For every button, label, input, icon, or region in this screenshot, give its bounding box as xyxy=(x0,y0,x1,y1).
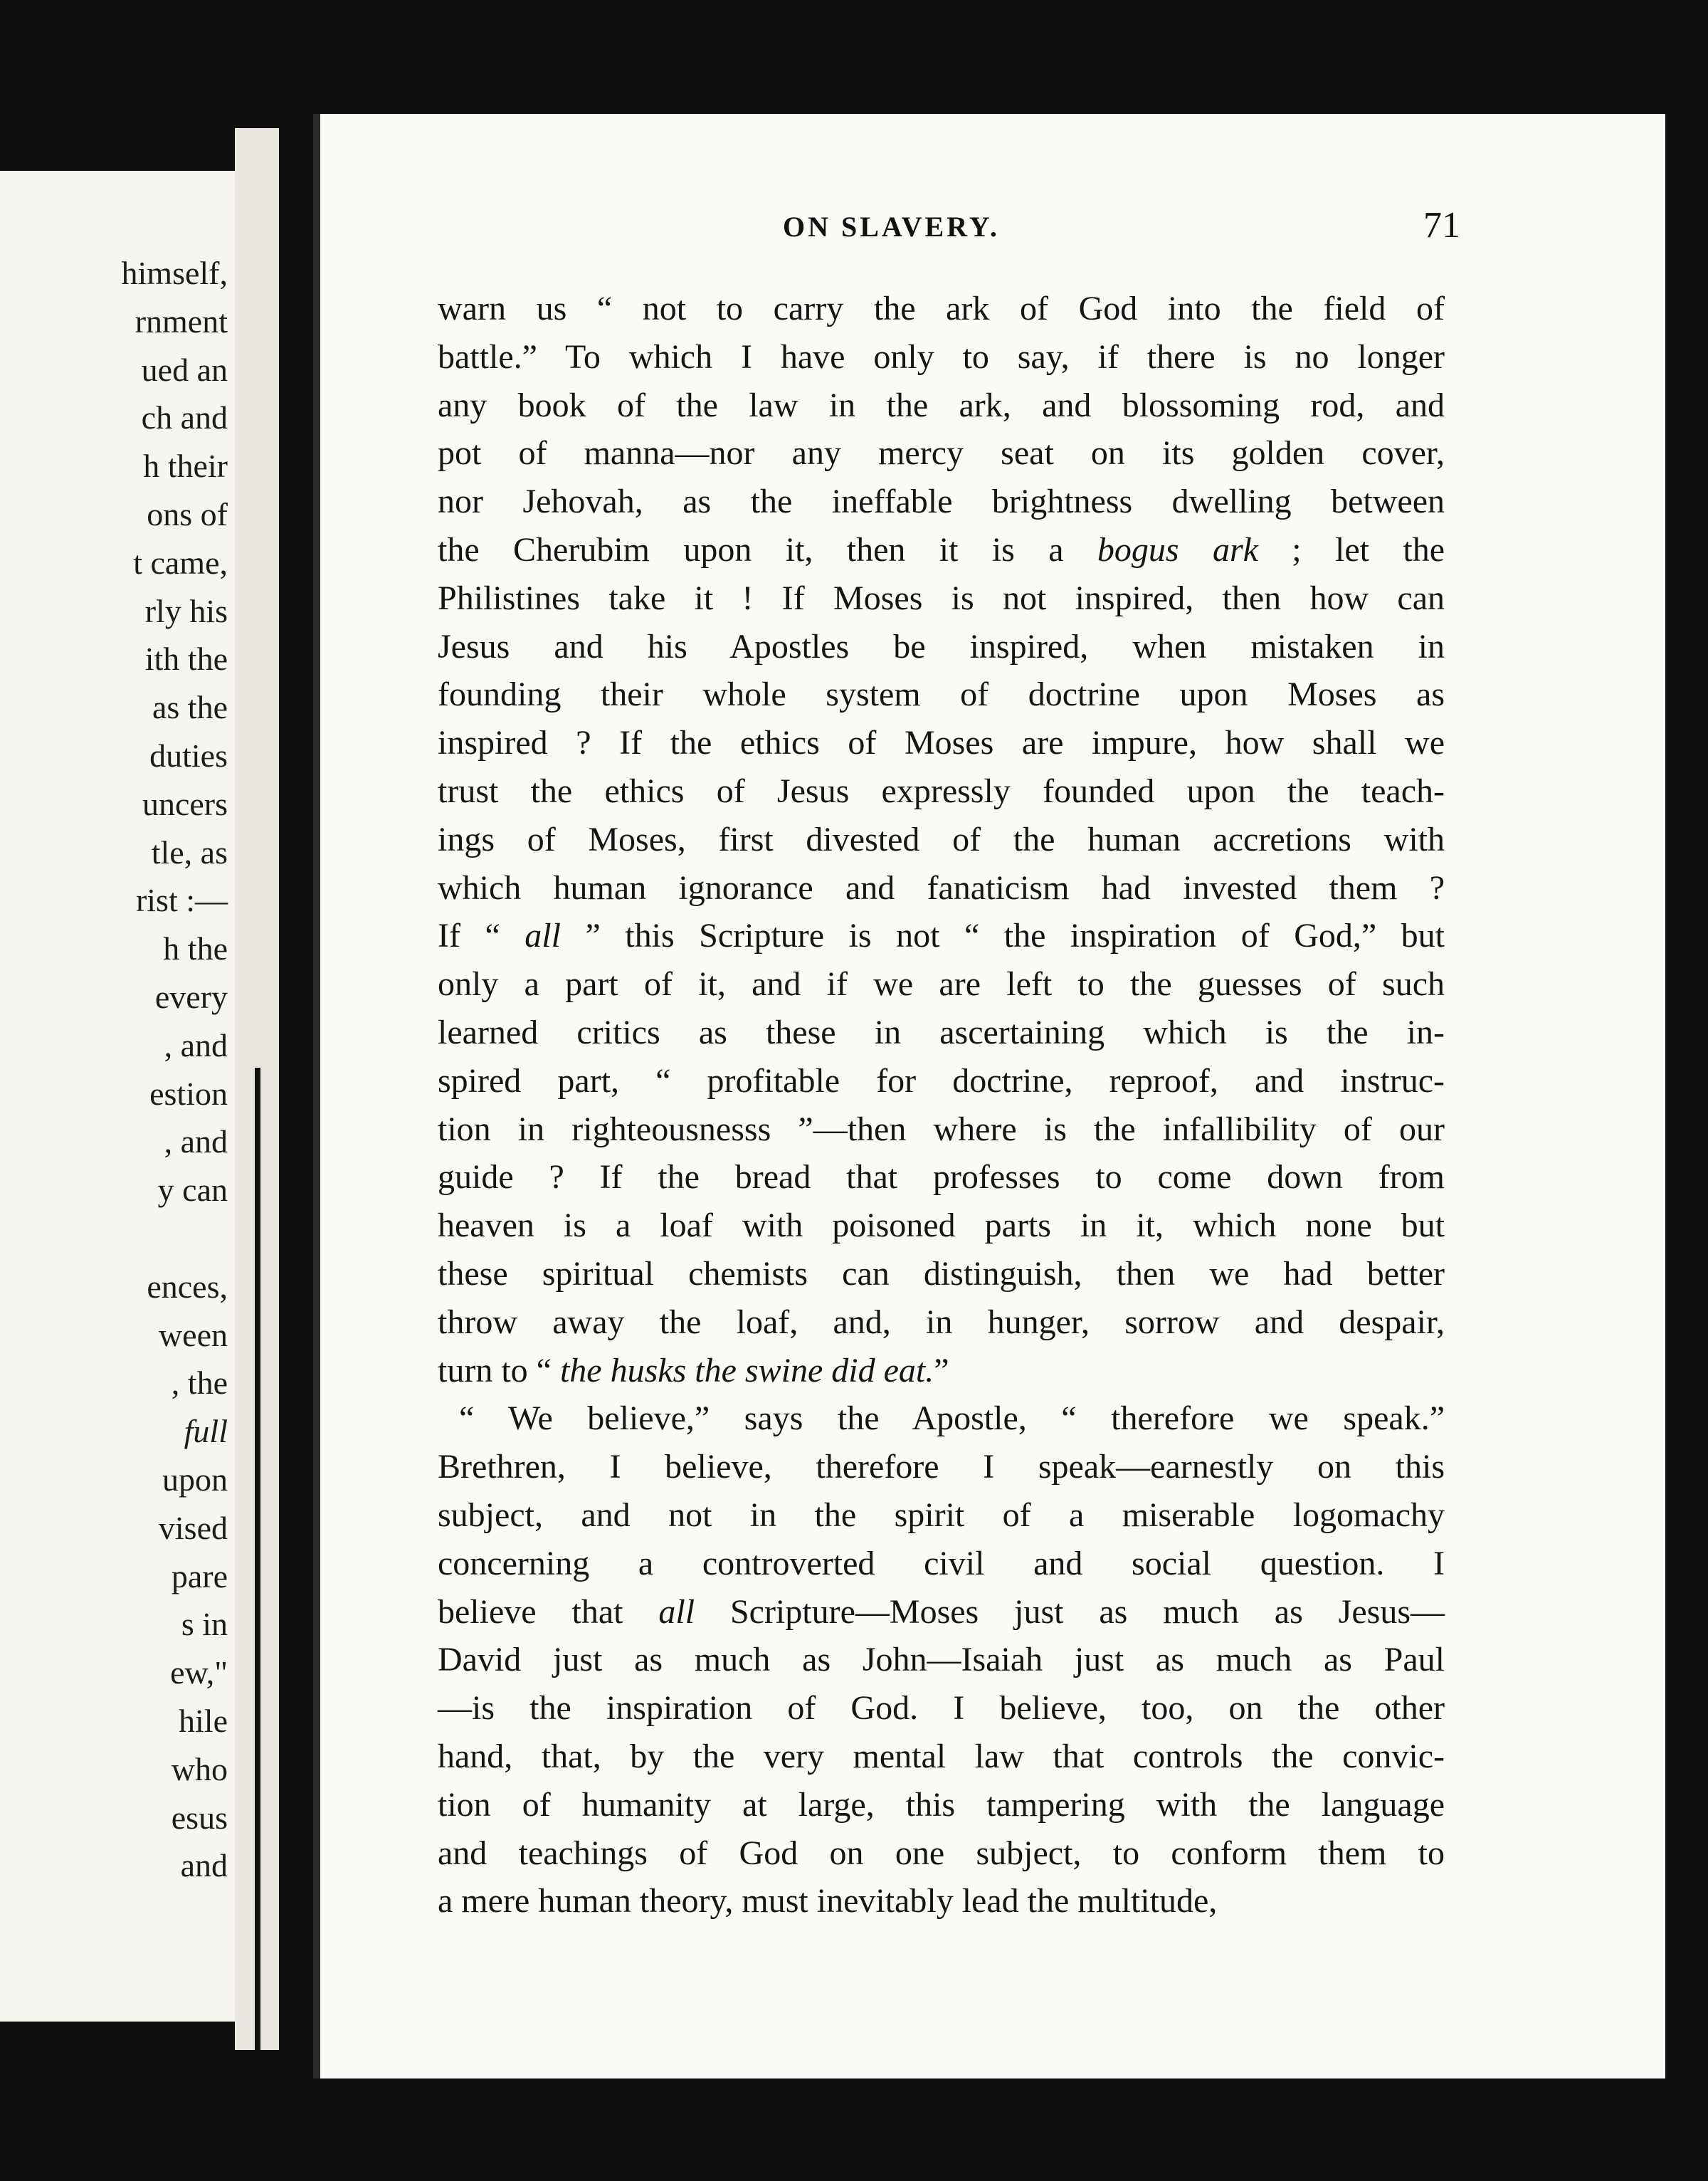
text-line: heaven is a loaf with poisoned parts in it, which none but xyxy=(438,1207,1445,1245)
left-page-fragment: ch and xyxy=(141,399,228,436)
left-page-fragment: ences, xyxy=(147,1268,228,1305)
left-page-fragment: uncers xyxy=(142,785,228,822)
text-line: Jesus and his Apostles be inspired, when mistaken in xyxy=(438,627,1445,666)
left-page-fragment: esus xyxy=(171,1799,228,1836)
left-facing-page xyxy=(0,171,235,2022)
left-page-fragment: and xyxy=(180,1847,228,1884)
left-page-fragment: vised xyxy=(158,1509,228,1546)
text-line: turn to “ the husks the swine did eat.” xyxy=(438,1351,949,1389)
left-page-fragment: ons of xyxy=(147,495,228,532)
page-number: 71 xyxy=(1423,205,1460,246)
left-page-fragment: , and xyxy=(164,1123,228,1160)
text-line: nor Jehovah, as the ineffable brightness dwelling between xyxy=(438,483,1445,521)
left-page-fragment: ween xyxy=(158,1316,228,1353)
left-page-fragment: hile xyxy=(179,1702,228,1739)
text-line: learned critics as these in ascertaining which is the in- xyxy=(438,1013,1445,1051)
text-line: warn us “ not to carry the ark of God into the field of xyxy=(438,290,1445,327)
text-line: battle.” To which I have only to say, if there is no longer xyxy=(438,337,1445,376)
left-page-fragment: y can xyxy=(157,1172,228,1209)
text-line: believe that all Scripture—Moses just as much as Jesus— xyxy=(438,1592,1445,1631)
binding-thread xyxy=(255,1068,260,2050)
text-line: guide ? If the bread that professes to come down from xyxy=(438,1158,1445,1197)
left-page-text-fragments xyxy=(122,249,228,1890)
text-line: —is the inspiration of God. I believe, too, on the other xyxy=(438,1689,1445,1728)
right-page xyxy=(313,114,1665,2078)
text-line: ings of Moses, first divested of the human accretions with xyxy=(438,820,1445,858)
text-line: a mere human theory, must inevitably lead the multitude, xyxy=(438,1882,1218,1920)
left-page-fragment xyxy=(122,1214,228,1263)
left-page-fragment: every xyxy=(154,978,228,1015)
left-page-fragment: ued an xyxy=(141,351,228,388)
text-line: David just as much as John—Isaiah just as much as Paul xyxy=(438,1641,1445,1679)
left-page-fragment: as the xyxy=(152,689,228,726)
text-line: Philistines take it ! If Moses is not inspired, then how can xyxy=(438,579,1445,617)
body-text xyxy=(438,285,1445,1925)
left-page-fragment: full xyxy=(184,1413,228,1450)
text-line: pot of manna—nor any mercy seat on its golden cover, xyxy=(438,434,1445,473)
text-line: If “ all ” this Scripture is not “ the inspiration of God,” but xyxy=(438,917,1445,955)
left-page-fragment: rly his xyxy=(144,592,228,629)
left-page-fragment: ith the xyxy=(144,641,228,678)
text-line: trust the ethics of Jesus expressly founded upon the teach- xyxy=(438,772,1445,810)
text-line: hand, that, by the very mental law that controls the convic- xyxy=(438,1737,1445,1775)
left-page-fragment: tle, as xyxy=(151,834,228,871)
left-page-fragment: h the xyxy=(163,930,228,967)
left-page-fragment: , and xyxy=(164,1026,228,1063)
text-line: “ We believe,” says the Apostle, “ therefore we speak.” xyxy=(459,1399,1445,1438)
left-page-fragment: upon xyxy=(162,1461,228,1498)
left-page-fragment: himself, xyxy=(121,255,228,291)
text-line: and teachings of God on one subject, to conform them to xyxy=(438,1834,1445,1872)
text-line: which human ignorance and fanaticism had invested them ? xyxy=(438,868,1445,907)
text-line: founding their whole system of doctrine upon Moses as xyxy=(438,676,1445,714)
left-page-fragment: pare xyxy=(171,1557,228,1594)
text-line: tion of humanity at large, this tampering with the language xyxy=(438,1785,1445,1824)
left-page-fragment: rnment xyxy=(135,303,228,340)
text-line: these spiritual chemists can distinguish, then we had better xyxy=(438,1254,1445,1293)
left-page-fragment: t came, xyxy=(133,544,228,581)
text-line: the Cherubim upon it, then it is a bogus ark ; let the xyxy=(438,530,1445,569)
text-line: any book of the law in the ark, and blossoming rod, and xyxy=(438,386,1445,424)
text-line: spired part, “ profitable for doctrine, reproof, and instruc- xyxy=(438,1061,1445,1100)
left-page-fragment: duties xyxy=(149,737,228,774)
left-page-fragment: estion xyxy=(149,1075,228,1112)
left-page-fragment: , the xyxy=(171,1365,228,1402)
text-line: inspired ? If the ethics of Moses are impure, how shall we xyxy=(438,724,1445,762)
text-line: throw away the loaf, and, in hunger, sorrow and despair, xyxy=(438,1303,1445,1341)
text-line: subject, and not in the spirit of a miserable logomachy xyxy=(438,1496,1445,1534)
left-page-fragment: s in xyxy=(181,1606,228,1643)
running-title: ON SLAVERY. xyxy=(783,211,1000,243)
text-line: tion in righteousnesss ”—then where is the infallibility of our xyxy=(438,1110,1445,1148)
text-line: only a part of it, and if we are left to the guesses of such xyxy=(438,965,1445,1004)
left-page-fragment: rist :— xyxy=(135,882,228,919)
left-page-fragment: who xyxy=(171,1750,228,1787)
text-line: Brethren, I believe, therefore I speak—earnestly on this xyxy=(438,1448,1445,1486)
page-inner-edge xyxy=(313,114,320,2078)
left-page-fragment: ew," xyxy=(170,1654,228,1691)
left-page-fragment: h their xyxy=(143,448,228,485)
text-line: concerning a controverted civil and social question. I xyxy=(438,1544,1445,1582)
